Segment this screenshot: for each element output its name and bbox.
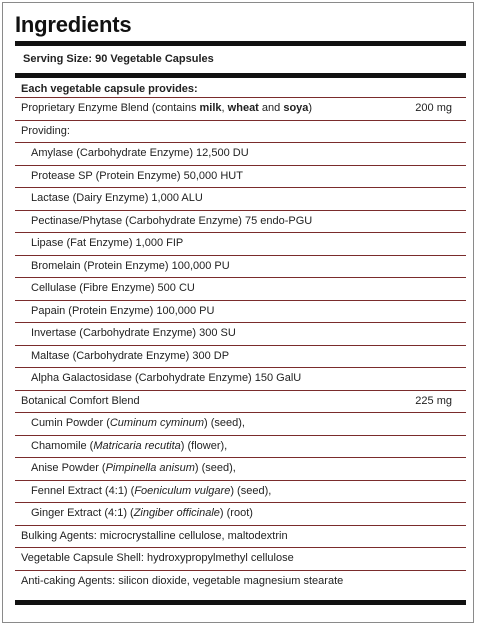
ingredient-row	[15, 322, 466, 345]
ingredient-row	[15, 232, 466, 255]
divider-mid	[15, 73, 466, 78]
ingredients-panel	[2, 2, 474, 623]
ingredient-row	[15, 367, 466, 390]
ingredient-row	[15, 525, 466, 547]
ingredient-text: Cellulase (Fibre Enzyme) 500 CU	[31, 282, 195, 294]
ingredient-text: Anise Powder (Pimpinella anisum) (seed),	[31, 462, 236, 474]
ingredient-text: Providing:	[21, 125, 70, 137]
ingredient-text: Anti-caking Agents: silicon dioxide, vegetable magnesium stearate	[21, 575, 344, 587]
ingredient-text: Maltase (Carbohydrate Enzyme) 300 DP	[31, 350, 230, 362]
ingredient-row	[15, 457, 466, 480]
ingredient-text: Amylase (Carbohydrate Enzyme) 12,500 DU	[31, 147, 249, 159]
ingredient-text: Pectinase/Phytase (Carbohydrate Enzyme) 75 endo-PGU	[31, 215, 313, 227]
ingredient-text: Chamomile (Matricaria recutita) (flower),	[31, 440, 228, 452]
ingredient-row	[15, 547, 466, 570]
ingredient-text: Alpha Galactosidase (Carbohydrate Enzyme) 150 GalU	[31, 372, 302, 384]
ingredient-row	[15, 210, 466, 232]
ingredient-rows	[15, 97, 466, 592]
ingredient-text: Protease SP (Protein Enzyme) 50,000 HUT	[31, 170, 243, 182]
ingredient-text: Bulking Agents: microcrystalline cellulose, maltodextrin	[21, 530, 288, 542]
ingredient-row	[15, 97, 466, 120]
ingredient-text: Ginger Extract (4:1) (Zingiber officinale) (root)	[31, 507, 253, 519]
serving-size: Serving Size: 90 Vegetable Capsules	[23, 53, 214, 65]
ingredients-title: Ingredients	[15, 12, 132, 37]
ingredient-row	[15, 480, 466, 502]
ingredient-row	[15, 120, 466, 142]
ingredient-text: Vegetable Capsule Shell: hydroxypropylmethyl cellulose	[21, 552, 294, 564]
ingredient-text: Botanical Comfort Blend	[21, 395, 140, 407]
ingredient-row	[15, 277, 466, 300]
ingredient-row	[15, 187, 466, 210]
divider-top	[15, 41, 466, 46]
divider-bottom	[15, 600, 466, 605]
ingredient-amount: 200 mg	[415, 102, 452, 114]
ingredient-text: Lactase (Dairy Enzyme) 1,000 ALU	[31, 192, 203, 204]
ingredient-text: Fennel Extract (4:1) (Foeniculum vulgare) (seed),	[31, 485, 272, 497]
ingredient-row	[15, 300, 466, 322]
ingredient-text: Invertase (Carbohydrate Enzyme) 300 SU	[31, 327, 236, 339]
ingredient-row	[15, 390, 466, 412]
ingredient-text: Papain (Protein Enzyme) 100,000 PU	[31, 305, 215, 317]
ingredient-row	[15, 502, 466, 525]
ingredient-row	[15, 435, 466, 457]
ingredient-row	[15, 570, 466, 592]
ingredient-text: Lipase (Fat Enzyme) 1,000 FIP	[31, 237, 184, 249]
capsule-provides-heading: Each vegetable capsule provides:	[21, 83, 198, 95]
ingredient-row	[15, 165, 466, 187]
ingredient-text: Cumin Powder (Cuminum cyminum) (seed),	[31, 417, 245, 429]
ingredient-text: Bromelain (Protein Enzyme) 100,000 PU	[31, 260, 230, 272]
ingredient-row	[15, 412, 466, 435]
ingredient-amount: 225 mg	[415, 395, 452, 407]
ingredient-row	[15, 345, 466, 367]
ingredient-row	[15, 255, 466, 277]
ingredient-text: Proprietary Enzyme Blend (contains milk, wheat and soya)	[21, 102, 313, 114]
ingredient-row	[15, 142, 466, 165]
